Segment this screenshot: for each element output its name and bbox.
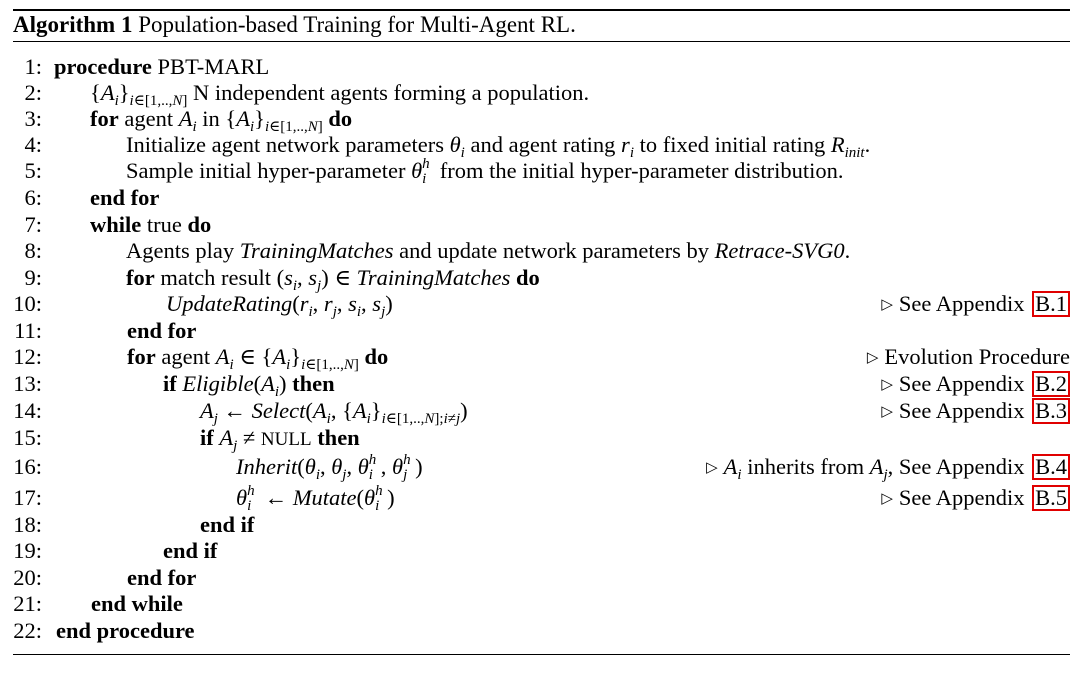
keyword: end for	[127, 565, 197, 590]
line-number: 2:	[24, 80, 42, 105]
line-number: 14:	[13, 398, 42, 423]
line-comment: ▷ See Appendix B.5	[881, 485, 1070, 512]
math-expression: ($s_i$, $s_j$) ∈	[276, 265, 357, 294]
line-number: 16:	[13, 454, 42, 479]
math-expression: $A_i$ ∈ $\{A_i\}_{i\in[1,..,N]}$	[215, 344, 359, 373]
algorithm-line	[0, 398, 1079, 427]
function-name: Select	[251, 398, 306, 423]
algorithm-caption	[13, 11, 576, 39]
line-number: 1:	[24, 54, 42, 79]
math-expression: $A_j$ ←	[200, 398, 252, 427]
algorithm-line	[0, 80, 1079, 109]
line-number: 17:	[13, 485, 42, 510]
algorithm-line	[0, 291, 1079, 320]
math-expression: ($A_i$, $\{A_i\}_{i\in[1,..,N];i\ne j}$)	[305, 398, 468, 427]
appendix-link-b4[interactable]: B.4	[1032, 454, 1070, 480]
keyword: if	[163, 371, 177, 396]
algorithm-line	[0, 565, 1079, 591]
appendix-link-b2[interactable]: B.2	[1032, 371, 1070, 397]
math-expression: $A_i$ in $\{A_i\}_{i\in[1,..,N]}$	[178, 106, 323, 135]
triangle-icon: ▷	[881, 377, 893, 393]
caption-rule	[13, 41, 1070, 42]
function-name: Mutate	[292, 485, 357, 510]
keyword: do	[328, 106, 353, 131]
keyword: end for	[127, 318, 197, 343]
keyword: do	[187, 212, 212, 237]
keyword: do	[364, 344, 389, 369]
line-text: and update network parameters by	[399, 238, 710, 263]
line-comment: ▷ $A_i$ inherits from $A_j$, See Appendix B.4	[706, 454, 1070, 481]
line-number: 20:	[13, 565, 42, 590]
function-name: TrainingMatches	[356, 265, 511, 290]
algorithm-line	[0, 185, 1079, 211]
line-text: agent	[124, 106, 174, 131]
math-expression: (θ h i )	[356, 483, 395, 514]
line-text: true	[146, 212, 182, 237]
algorithm-line: 8: Agents play TrainingMatches and update network parameters by Retrace-SVG0.	[24, 238, 851, 263]
bottom-rule	[13, 654, 1070, 655]
math-expression: $A_j$ ≠ NULL	[219, 425, 312, 454]
line-number: 7:	[24, 212, 42, 237]
line-number: 15:	[13, 425, 42, 450]
line-number: 11:	[14, 318, 42, 343]
triangle-icon: ▷	[866, 350, 879, 366]
method-name: Retrace-SVG0	[714, 238, 845, 263]
keyword: procedure	[54, 54, 152, 79]
line-number: 19:	[13, 538, 42, 563]
line-comment: ▷ See Appendix B.3	[881, 398, 1070, 425]
algorithm-line	[0, 265, 1079, 294]
math-expression: $r_i$	[621, 132, 634, 161]
line-text: N independent agents forming a population.	[192, 80, 590, 105]
algorithm-line	[0, 618, 1079, 644]
math-expression: ($\theta_i$, $\theta_j$, θ h i , θ h j )	[297, 452, 423, 483]
keyword: then	[292, 371, 335, 396]
appendix-link-b5[interactable]: B.5	[1032, 485, 1070, 511]
algorithm-line	[0, 106, 1079, 135]
keyword: for	[127, 344, 156, 369]
math-expression: $(A_i)$	[253, 371, 287, 400]
keyword: then	[317, 425, 360, 450]
triangle-icon: ▷	[706, 460, 718, 476]
keyword: for	[126, 265, 155, 290]
math-expression: $\theta_i$	[449, 132, 465, 161]
line-text: agent	[161, 344, 211, 369]
algorithm-line	[0, 452, 1079, 483]
line-number: 4:	[24, 132, 42, 157]
keyword: for	[90, 106, 119, 131]
line-number: 22:	[13, 618, 42, 643]
line-text: from the initial hyper-parameter distribution.	[439, 158, 844, 183]
math-expression: ($r_i$, $r_j$, $s_i$, $s_j$)	[292, 291, 393, 320]
keyword: do	[516, 265, 540, 290]
line-number: 6:	[24, 185, 42, 210]
algorithm-line	[0, 425, 1079, 454]
math-expression: θ h i ←	[236, 483, 293, 514]
algorithm-line	[0, 483, 1079, 514]
line-text: Agents play	[126, 238, 235, 263]
math-expression: $R_{init}$	[830, 132, 865, 161]
algorithm-line	[0, 156, 1079, 187]
line-number: 5:	[24, 158, 42, 183]
line-text: Initialize agent network parameters	[126, 132, 444, 157]
function-name: Inherit	[236, 454, 298, 479]
line-number: 13:	[13, 371, 42, 396]
algorithm-line	[0, 54, 1079, 80]
keyword: end while	[91, 591, 183, 616]
line-number: 8:	[24, 238, 42, 263]
keyword: end if	[163, 538, 218, 563]
triangle-icon: ▷	[881, 491, 893, 507]
algorithm-line	[0, 371, 1079, 400]
function-name: TrainingMatches	[239, 238, 394, 263]
keyword: if	[200, 425, 214, 450]
algorithm-label: Algorithm 1	[13, 12, 133, 37]
line-number: 9:	[24, 265, 42, 290]
math-expression: $\{A_i\}_{i\in[1,..,N]}$	[90, 80, 188, 109]
keyword: end if	[200, 512, 255, 537]
algorithm-line	[0, 318, 1079, 344]
algorithm-line	[0, 212, 1079, 238]
triangle-icon: ▷	[881, 404, 893, 420]
line-comment: ▷ See Appendix B.1	[881, 291, 1070, 318]
keyword: while	[90, 212, 142, 237]
function-name: UpdateRating	[166, 291, 293, 316]
line-text: and agent rating	[470, 132, 616, 157]
appendix-link-b1[interactable]: B.1	[1032, 291, 1070, 317]
line-number: 18:	[13, 512, 42, 537]
procedure-name: PBT-MARL	[157, 54, 270, 79]
line-comment: ▷ Evolution Procedure	[866, 344, 1070, 369]
keyword: end procedure	[56, 618, 195, 643]
algorithm-line	[0, 344, 1079, 373]
triangle-icon: ▷	[881, 297, 893, 313]
algorithm-line	[0, 538, 1079, 564]
appendix-link-b3[interactable]: B.3	[1032, 398, 1070, 424]
line-comment: ▷ See Appendix B.2	[881, 371, 1070, 398]
line-text: match result	[160, 265, 271, 290]
algorithm-line	[0, 512, 1079, 538]
function-name: Eligible	[182, 371, 254, 396]
algorithm-title: Population-based Training for Multi-Agent RL.	[138, 12, 576, 37]
line-number: 10:	[13, 291, 42, 316]
algorithm-line	[0, 591, 1079, 617]
line-text: to fixed initial rating	[639, 132, 826, 157]
line-text: Sample initial hyper-parameter	[126, 158, 406, 183]
algorithm-line: 4: Initialize agent network parameters $\theta_i$ and agent rating $r_i$ to fixed initial rating $R_{init}$.	[24, 132, 871, 161]
math-expression: θ h i	[411, 156, 430, 187]
line-number: 21:	[13, 591, 42, 616]
line-number: 12:	[13, 344, 42, 369]
line-number: 3:	[24, 106, 42, 131]
keyword: end for	[90, 185, 160, 210]
